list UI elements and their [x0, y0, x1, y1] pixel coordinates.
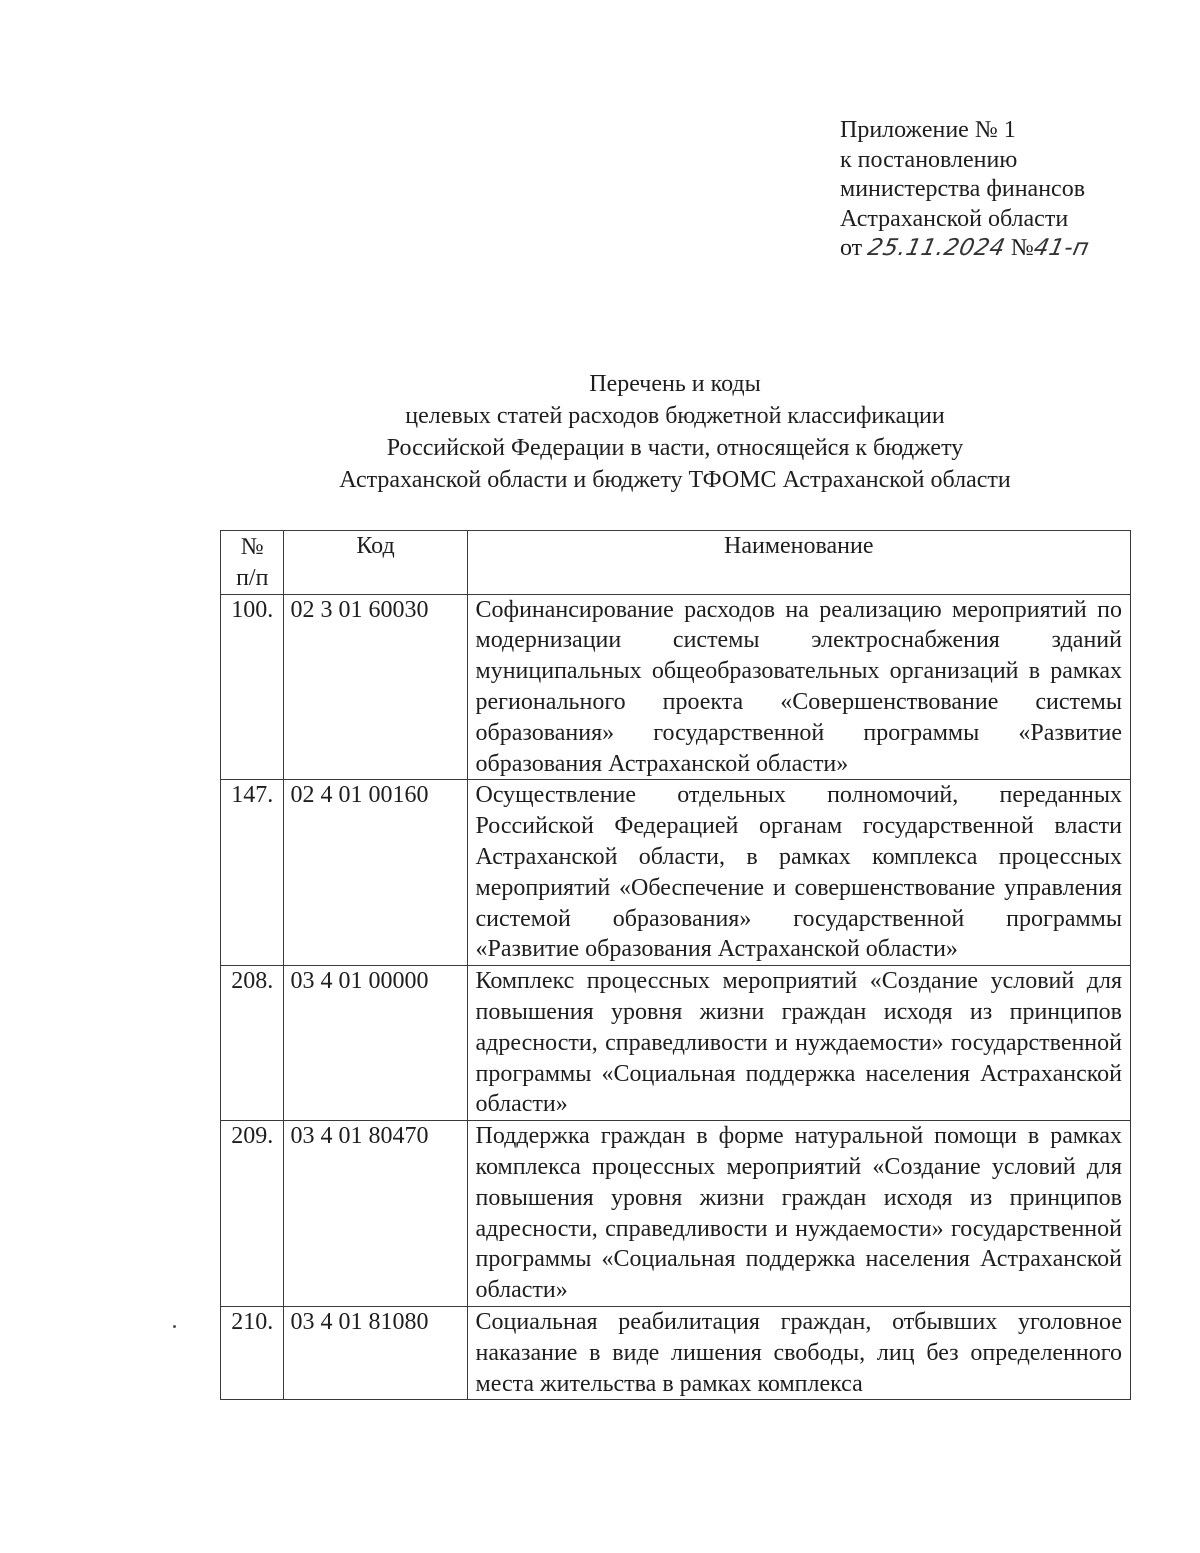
- appendix-line-1: Приложение № 1: [840, 117, 1016, 143]
- table-row: [221, 1121, 1131, 1307]
- row-code: 03 4 01 80470: [284, 1121, 467, 1307]
- appendix-line-4: Астраханской области: [840, 205, 1069, 232]
- row-number: 100.: [221, 594, 284, 780]
- row-name: Поддержка граждан в форме натуральной помощи в рамках комплекса процессных мероприятий «Создание условий для повышения уровня жизни граждан исходя из принципов адресности, справедливости и нуждаемости» государственной программы «Социальная поддержка населения Астраханской области»: [467, 1121, 1130, 1307]
- date-prefix: от: [840, 235, 863, 261]
- row-number: 209.: [221, 1121, 284, 1307]
- row-code: 02 4 01 00160: [284, 780, 467, 966]
- table-row: [221, 594, 1131, 780]
- codes-table: [220, 530, 1131, 1400]
- row-number: 208.: [221, 966, 284, 1121]
- row-name: Софинансирование расходов на реализацию мероприятий по модернизации системы электроснабжения зданий муниципальных общеобразовательных организаций в рамках регионального проекта «Совершенствование системы образования» государственной программы «Развитие образования Астраханской области»: [467, 594, 1130, 780]
- header-number-line-2: п/п: [236, 564, 269, 591]
- title-line-3: Российской Федерации в части, относящейся к бюджету: [386, 435, 964, 461]
- table-header-row: [221, 531, 1131, 595]
- table-row: [221, 1306, 1131, 1399]
- appendix-block: [840, 116, 1170, 264]
- scan-speck: [173, 1325, 176, 1328]
- row-name: Комплекс процессных мероприятий «Создание условий для повышения уровня жизни граждан исходя из принципов адресности, справедливости и нуждаемости» государственной программы «Социальная поддержка населения Астраханской области»: [467, 966, 1130, 1121]
- row-name: Социальная реабилитация граждан, отбывших уголовное наказание в виде лишения свободы, лиц без определенного места жительства в рамках комплекса: [467, 1306, 1130, 1399]
- handwritten-number: 41-п: [1031, 235, 1092, 261]
- header-number: [221, 531, 284, 595]
- title-line-4: Астраханской области и бюджету ТФОМС Астраханской области: [339, 467, 1011, 493]
- row-number: 147.: [221, 780, 284, 966]
- number-sign: №: [1010, 235, 1034, 261]
- document-title: [0, 368, 1200, 496]
- table-row: [221, 780, 1131, 966]
- title-line-2: целевых статей расходов бюджетной классификации: [405, 403, 945, 429]
- handwritten-date: 25.11.2024: [865, 235, 1008, 261]
- header-code: Код: [284, 531, 467, 595]
- row-code: 03 4 01 81080: [284, 1306, 467, 1399]
- appendix-line-2: к постановлению: [840, 146, 1018, 173]
- header-number-line-1: №: [240, 534, 264, 560]
- row-name: Осуществление отдельных полномочий, переданных Российской Федерацией органам государственной власти Астраханской области, в рамках комплекса процессных мероприятий «Обеспечение и совершенствование управления системой образования» государственной программы «Развитие образования Астраханской области»: [467, 780, 1130, 966]
- title-line-1: Перечень и коды: [589, 371, 761, 397]
- row-code: 02 3 01 60030: [284, 594, 467, 780]
- table-row: [221, 966, 1131, 1121]
- appendix-line-3: министерства финансов: [840, 176, 1086, 202]
- row-number: 210.: [221, 1306, 284, 1399]
- row-code: 03 4 01 00000: [284, 966, 467, 1121]
- header-name: Наименование: [467, 531, 1130, 595]
- appendix-date-line: [840, 234, 1170, 264]
